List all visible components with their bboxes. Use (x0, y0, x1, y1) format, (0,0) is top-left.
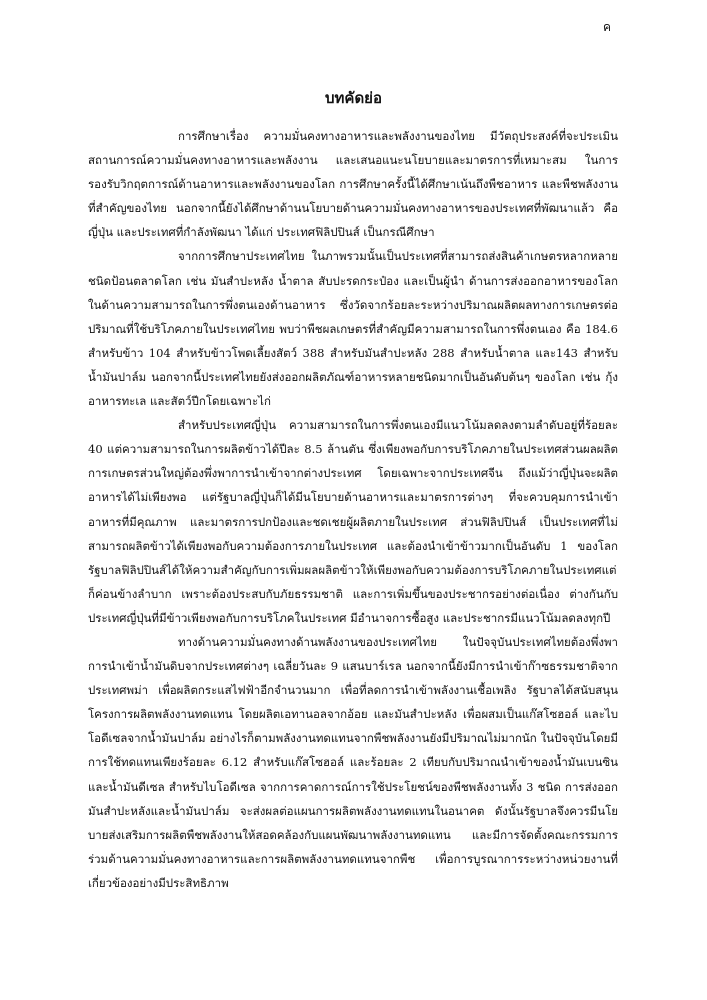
page-title: บทคัดย่อ (325, 89, 382, 107)
abstract-paragraph: สำหรับประเทศญี่ปุ่น ความสามารถในการพึ่งตนเองมีแนวโน้มลดลงตามลำดับอยู่ที่ร้อยละ 40 แต่ความสามารถในการผลิตข้าวได้ปีละ 8.5 ล้านตัน ซึ่งเพียงพอกับการบริโภคภายในประเทศส่วนผลผลิตการเกษตรส่วนใหญ่ต้องพึ่งพาการนำเข้าจากต่างประเทศ โดยเฉพาะจากประเทศจีน ถึงแม้ว่าญี่ปุ่นจะผลิตอาหารได้ไม่เพียงพอ แต่รัฐบาลญี่ปุ่นก็ได้มีนโยบายด้านอาหารและมาตรการต่างๆ ที่จะควบคุมการนำเข้าอาหารที่มีคุณภาพ และมาตรการปกป้องและชดเชยผู้ผลิตภายในประเทศ ส่วนฟิลิปปินส์ เป็นประเทศที่ไม่สามารถผลิตข้าวได้เพียงพอกับความต้องการภายในประเทศ และต้องนำเข้าข้าวมากเป็นอันดับ 1 ของโลก รัฐบาลฟิลิปปินส์ได้ให้ความสำคัญกับการเพิ่มผลผลิตข้าวให้เพียงพอกับความต้องการบริโภคภายในประเทศแต่ก็ค่อนข้างลำบาก เพราะต้องประสบกับภัยธรรมชาติ และการเพิ่มขึ้นของประชากรอย่างต่อเนื่อง ต่างกันกับประเทศญี่ปุ่นที่มีข้าวเพียงพอกับการบริโภคในประเทศ มีอำนาจการซื้อสูง และประชากรมีแนวโน้มลดลงทุกปี (88, 418, 618, 625)
abstract-paragraph: ทางด้านความมั่นคงทางด้านพลังงานของประเทศไทย ในปัจจุบันประเทศไทยต้องพึ่งพาการนำเข้าน้ำมันดิบจากประเทศต่างๆ เฉลี่ยวันละ 9 แสนบาร์เรล นอกจากนี้ยังมีการนำเข้าก๊าซธรรมชาติจากประเทศพม่า เพื่อผลิตกระแสไฟฟ้าอีกจำนวนมาก เพื่อที่ลดการนำเข้าพลังงานเชื้อเพลิง รัฐบาลได้สนับสนุนโครงการผลิตพลังงานทดแทน โดยผลิตเอทานอลจากอ้อย และมันสำปะหลัง เพื่อผสมเป็นแก๊สโซฮอล์ และไบโอดีเซลจากน้ำมันปาล์ม อย่างไรก็ตามพลังงานทดแทนจากพืชพลังงานยังมีปริมาณไม่มากนัก ในปัจจุบันโดยมีการใช้ทดแทนเพียงร้อยละ 6.12 สำหรับแก๊สโซฮอล์ และร้อยละ 2 เทียบกับปริมาณนำเข้าของน้ำมันเบนซินและน้ำมันดีเซล สำหรับไบโอดีเซล จากการคาดการณ์การใช้ประโยชน์ของพืชพลังงานทั้ง 3 ชนิด การส่งออกมันสำปะหลังและน้ำมันปาล์ม จะส่งผลต่อแผนการผลิตพลังงานทดแทนในอนาคต ดังนั้นรัฐบาลจึงควรมีนโยบายส่งเสริมการผลิตพืชพลังงานให้สอดคล้องกับแผนพัฒนาพลังงานทดแทน และมีการจัดตั้งคณะกรรมการร่วมด้านความมั่นคงทางอาหารและการผลิตพลังงานทดแทนจากพืช เพื่อการบูรณาการระหว่างหน่วยงานที่เกี่ยวข้องอย่างมีประสิทธิภาพ (88, 634, 618, 890)
abstract-body (88, 124, 618, 895)
abstract-paragraph: การศึกษาเรื่อง ความมั่นคงทางอาหารและพลังงานของไทย มีวัตถุประสงค์ที่จะประเมินสถานการณ์ความมั่นคงทางอาหารและพลังงาน และเสนอแนะนโยบายและมาตรการที่เหมาะสม ในการรองรับวิกฤตการณ์ด้านอาหารและพลังงานของโลก การศึกษาครั้งนี้ได้ศึกษาเน้นถึงพืชอาหาร และพืชพลังงานที่สำคัญของไทย นอกจากนี้ยังได้ศึกษาด้านนโยบายด้านความมั่นคงทางอาหารของประเทศที่พัฒนาแล้ว คือ ญี่ปุ่น และประเทศที่กำลังพัฒนา ได้แก่ ประเทศฟิลิปปินส์ เป็นกรณีศึกษา (88, 129, 618, 240)
abstract-paragraph: จากการศึกษาประเทศไทย ในภาพรวมนั้นเป็นประเทศที่สามารถส่งสินค้าเกษตรหลากหลายชนิดป้อนตลาดโลก เช่น มันสำปะหลัง น้ำตาล สับปะรดกระป๋อง และเป็นผู้นำ ด้านการส่งออกอาหารของโลก ในด้านความสามารถในการพึ่งตนเองด้านอาหาร ซึ่งวัดจากร้อยละระหว่างปริมาณผลิตผลทางการเกษตรต่อปริมาณที่ใช้บริโภคภายในประเทศไทย พบว่าพืชผลเกษตรที่สำคัญมีความสามารถในการพึ่งตนเอง คือ 184.6 สำหรับข้าว 104 สำหรับข้าวโพดเลี้ยงสัตว์ 388 สำหรับมันสำปะหลัง 288 สำหรับน้ำตาล และ143 สำหรับน้ำมันปาล์ม นอกจากนี้ประเทศไทยยังส่งออกผลิตภัณฑ์อาหารหลายชนิดมากเป็นอันดับต้นๆ ของโลก เช่น กุ้ง อาหารทะเล และสัตว์ปีกโดยเฉพาะไก่ (88, 249, 618, 409)
page-number: ค (602, 20, 611, 34)
